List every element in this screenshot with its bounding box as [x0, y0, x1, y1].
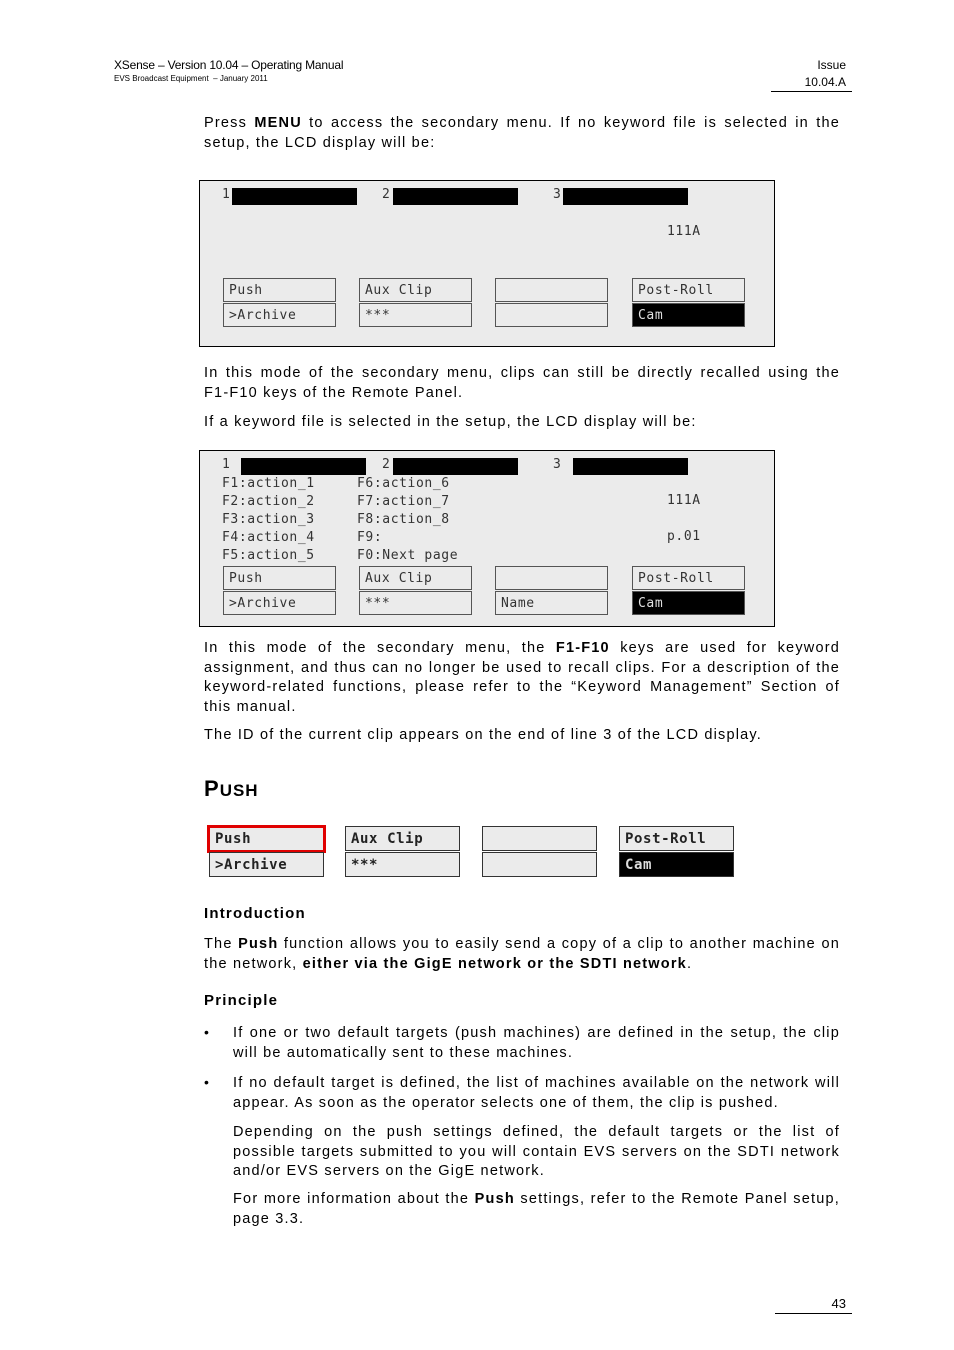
lcd-bar-2 — [393, 188, 518, 205]
lcd-cell-archive: >Archive — [223, 303, 336, 327]
para1-pre: Press — [204, 115, 255, 131]
keyword-f6: F6:action_6 — [357, 476, 450, 491]
push-cam-cell: Cam — [619, 852, 734, 877]
section-title-rest: USH — [219, 781, 259, 800]
lcd2-bar-3 — [573, 458, 688, 475]
lcd2-keyword-column-2 — [357, 475, 458, 565]
keyword-f4: F4:action_4 — [222, 530, 315, 545]
header-title: XSense – Version 10.04 – Operating Manual — [114, 58, 344, 72]
intro-pre: The — [204, 936, 239, 952]
lcd-number-2: 2 — [382, 187, 391, 202]
push-empty-top-cell — [482, 826, 597, 851]
section-title — [204, 776, 259, 802]
introduction-paragraph — [204, 935, 840, 974]
para4-pre: In this mode of the secondary menu, the — [204, 640, 556, 656]
lcd2-cell-cam: Cam — [632, 591, 745, 615]
section-title-first: P — [204, 776, 220, 801]
keyword-f1: F1:action_1 — [222, 476, 315, 491]
lcd-clip-id: 111A — [667, 224, 701, 239]
lcd-cell-cam: Cam — [632, 303, 745, 327]
introduction-heading: Introduction — [204, 905, 306, 922]
lcd-bar-3 — [563, 188, 688, 205]
keyword-assignment-paragraph — [204, 639, 840, 717]
page-number: 43 — [831, 1296, 846, 1311]
clip-id-paragraph: The ID of the current clip appears on the end of line 3 of the LCD display. — [204, 727, 763, 743]
lcd-bar-1 — [232, 188, 357, 205]
header-rule — [771, 91, 852, 92]
secondary-menu-paragraph: In this mode of the secondary menu, clips can still be directly recalled using the F1-F10 keys of the Remote Panel. — [204, 365, 840, 401]
bullet-item-1: If one or two default targets (push machines) are defined in the setup, the clip will be automatically sent to these machines. — [233, 1025, 840, 1061]
f-keys-keyword: F1-F10 — [555, 640, 610, 656]
keyword-f9: F9: — [357, 530, 383, 545]
para7-pre: For more information about the — [233, 1191, 475, 1207]
keyword-f3: F3:action_3 — [222, 512, 315, 527]
keyword-f2: F2:action_2 — [222, 494, 315, 509]
keyword-f7: F7:action_7 — [357, 494, 450, 509]
bullet-item-2: If no default target is defined, the list of machines available on the network will appear. As soon as the operator selects one of them, the clip is pushed. — [233, 1075, 840, 1111]
push-cell: Push — [209, 826, 324, 851]
lcd2-number-2: 2 — [382, 457, 391, 472]
push-aux-clip-cell: Aux Clip — [345, 826, 460, 851]
para7-post: settings, refer to the Remote Panel setup, page 3.3. — [233, 1191, 840, 1227]
lcd-cell-post-roll: Post-Roll — [632, 278, 745, 302]
footer-rule — [775, 1313, 852, 1314]
lcd-number-3: 3 — [553, 187, 562, 202]
intro-post: . — [686, 955, 693, 972]
lcd2-cell-post-roll: Post-Roll — [632, 566, 745, 590]
push-archive-cell: >Archive — [209, 852, 324, 877]
lcd2-bar-1 — [241, 458, 366, 475]
lcd-cell-empty-top — [495, 278, 608, 302]
push-stars-cell: *** — [345, 852, 460, 877]
lcd-display-keyword — [199, 450, 775, 627]
lcd2-number-3: 3 — [553, 457, 562, 472]
lcd-number-1: 1 — [222, 187, 231, 202]
lcd2-cell-stars: *** — [359, 591, 472, 615]
lcd-cell-empty-bottom — [495, 303, 608, 327]
keyword-f0: F0:Next page — [357, 548, 459, 563]
keyword-f8: F8:action_8 — [357, 512, 450, 527]
more-information-paragraph — [233, 1190, 840, 1229]
issue-label: Issue — [817, 58, 846, 72]
lcd2-number-1: 1 — [222, 457, 231, 472]
para7-push-keyword: Push — [474, 1191, 515, 1207]
intro-mid: function allows you to easily send a copy of a clip to another machine on the network, — [204, 936, 840, 972]
lcd2-cell-name: Name — [495, 591, 608, 615]
lcd-cell-push: Push — [223, 278, 336, 302]
menu-keyword: MENU — [254, 115, 302, 131]
intro-paragraph — [204, 114, 840, 153]
intro-push-keyword: Push — [238, 936, 279, 952]
push-settings-paragraph: Depending on the push settings defined, the default targets or the list of possible targets submitted to you will contain EVS servers on the SDTI network and/or EVS servers on the GigE network. — [233, 1124, 840, 1179]
lcd2-page-indicator: p.01 — [667, 529, 701, 544]
push-empty-bottom-cell — [482, 852, 597, 877]
lcd-cell-stars: *** — [359, 303, 472, 327]
push-highlight-frame — [207, 825, 326, 853]
bullet-dot-2: • — [204, 1074, 209, 1090]
header-subtitle: EVS Broadcast Equipment – January 2011 — [114, 74, 268, 83]
keyword-file-paragraph: If a keyword file is selected in the setup, the LCD display will be: — [204, 414, 697, 430]
para1-post: to access the secondary menu. If no keyword file is selected in the setup, the LCD display will be: — [204, 115, 841, 151]
intro-network-emphasis: either via the GigE network or the SDTI network — [302, 955, 687, 972]
lcd-display-no-keyword — [199, 180, 775, 347]
issue-value: 10.04.A — [804, 75, 846, 89]
principle-heading: Principle — [204, 992, 279, 1009]
lcd2-cell-aux-clip: Aux Clip — [359, 566, 472, 590]
lcd2-cell-archive: >Archive — [223, 591, 336, 615]
lcd-cell-aux-clip: Aux Clip — [359, 278, 472, 302]
para4-post: keys are used for keyword assignment, and thus can no longer be used to recall clips. For a description of the keyword-related functions, please refer to the “Keyword Management” Section of this manual. — [204, 640, 840, 715]
keyword-f5: F5:action_5 — [222, 548, 315, 563]
lcd2-cell-push: Push — [223, 566, 336, 590]
push-post-roll-cell: Post-Roll — [619, 826, 734, 851]
lcd2-cell-empty-top — [495, 566, 608, 590]
lcd2-bar-2 — [393, 458, 518, 475]
lcd2-clip-id: 111A — [667, 493, 701, 508]
lcd2-keyword-column-1 — [222, 475, 315, 565]
bullet-dot-1: • — [204, 1024, 209, 1040]
